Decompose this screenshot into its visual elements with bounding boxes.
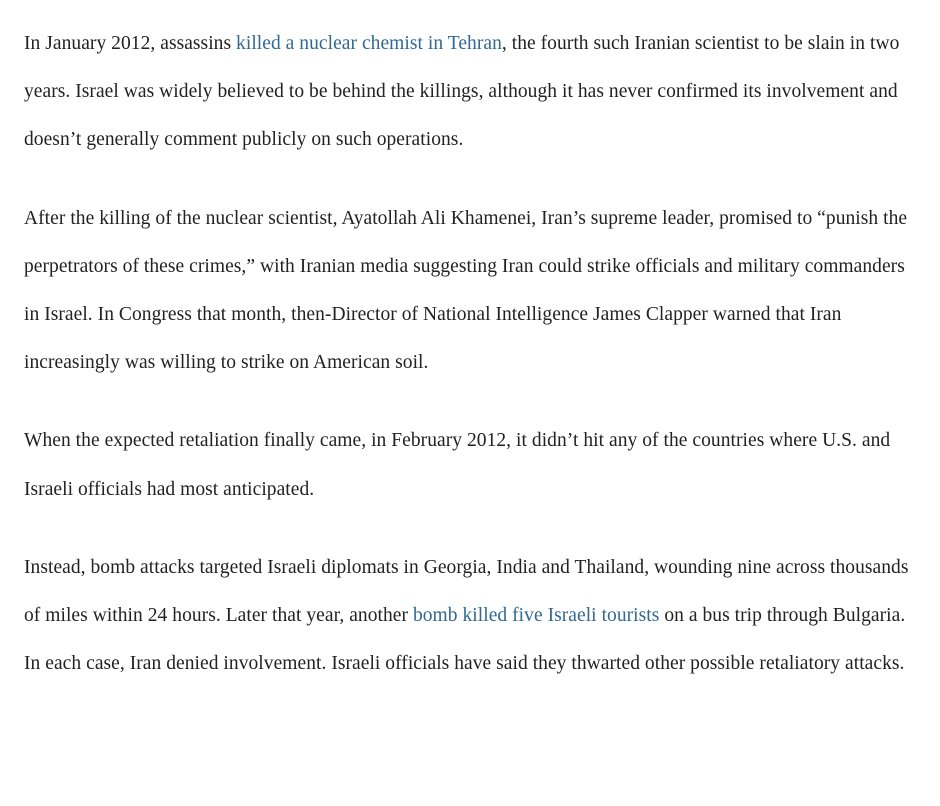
paragraph-3: When the expected retaliation finally came, in February 2012, it didn’t hit any of the countries where U.S. and Israeli officials had most anticipated. bbox=[24, 430, 891, 500]
link-bulgaria-bus-bombing[interactable]: bomb killed five Israeli tourists bbox=[412, 605, 660, 627]
paragraph-4 bbox=[24, 544, 916, 689]
article-body bbox=[24, 20, 916, 718]
link-nuclear-chemist-killed[interactable]: killed a nuclear chemist in Tehran bbox=[236, 33, 502, 54]
paragraph-1 bbox=[24, 20, 916, 165]
paragraph-1-text-after: , the fourth such Iranian scientist to be slain in two years. Israel was widely believed to be behind the killings, although it has never confirmed its involvement and doesn’t generally comment publicly on such operations. bbox=[24, 33, 900, 151]
paragraph-4-text-before: Instead, bomb attacks targeted Israeli diplomats in Georgia, India and Thailand, wounding nine across thousands of miles within 24 hours. Later that year, another bbox=[24, 556, 909, 627]
paragraph-2: After the killing of the nuclear scientist, Ayatollah Ali Khamenei, Iran’s supreme leader, promised to “punish the perpetrators of these crimes,” with Iranian media suggesting Iran could strike officials and military commanders in Israel. In Congress that month, then-Director of National Intelligence James Clapper warned that Iran increasingly was willing to strike on American soil. bbox=[24, 207, 908, 374]
paragraph-1-text-before: In January 2012, assassins bbox=[24, 33, 237, 54]
paragraph-4-text-after: on a bus trip through Bulgaria. In each case, Iran denied involvement. Israeli officials have said they thwarted other possible retaliatory attacks. bbox=[24, 605, 906, 675]
